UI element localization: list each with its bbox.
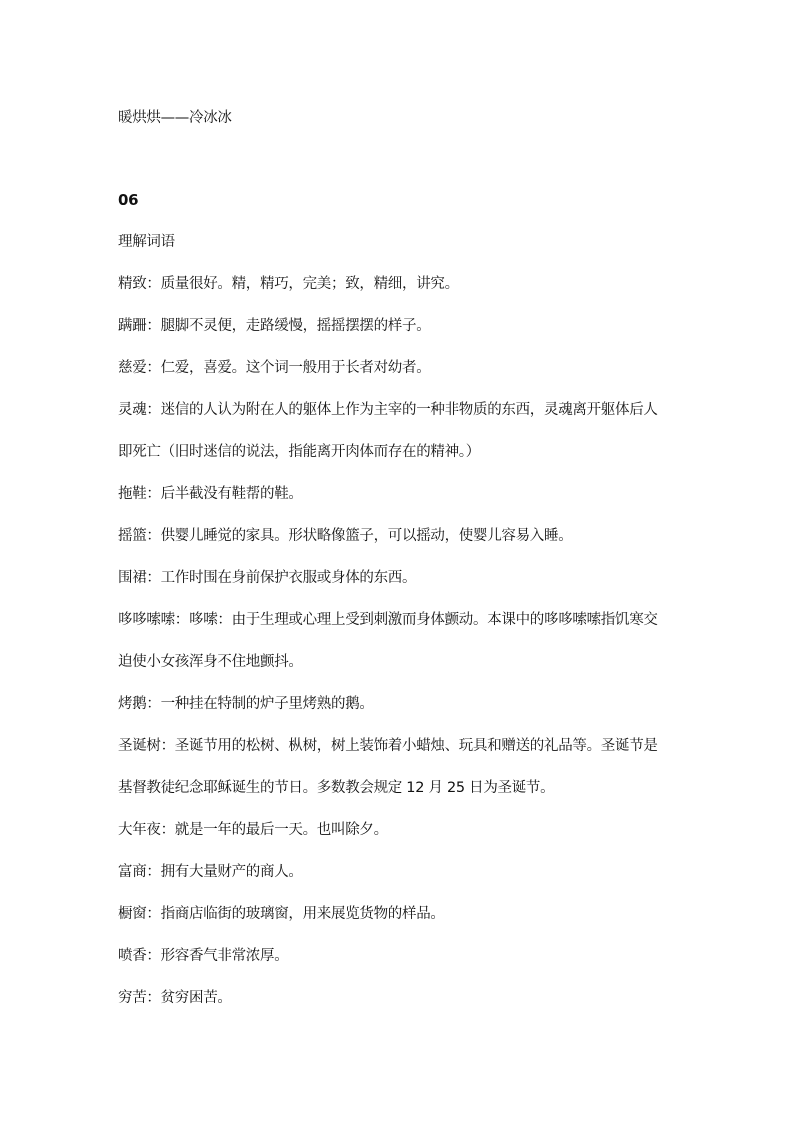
definition-line: 迫使小女孩浑身不住地颤抖。 xyxy=(118,654,303,670)
definition-line: 喷香：形容香气非常浓厚。 xyxy=(118,948,289,964)
definition-line: 围裙：工作时围在身前保护衣服或身体的东西。 xyxy=(118,570,417,586)
definition-line: 蹒跚：腿脚不灵便，走路缓慢，摇摇摆摆的样子。 xyxy=(118,318,431,334)
definition-line: 烤鹅：一种挂在特制的炉子里烤熟的鹅。 xyxy=(118,696,374,712)
definition-line: 拖鞋：后半截没有鞋帮的鞋。 xyxy=(118,486,303,502)
definition-line: 基督教徒纪念耶稣诞生的节日。多数教会规定 12 月 25 日为圣诞节。 xyxy=(118,780,555,796)
definition-line: 圣诞树：圣诞节用的松树、枞树，树上装饰着小蜡烛、玩具和赠送的礼品等。圣诞节是 xyxy=(118,738,658,754)
antonym-pair: 暖烘烘——冷冰冰 xyxy=(118,110,232,126)
section-number: 06 xyxy=(118,191,139,209)
definition-line: 慈爱：仁爱，喜爱。这个词一般用于长者对幼者。 xyxy=(118,360,431,376)
definition-line: 橱窗：指商店临街的玻璃窗，用来展览货物的样品。 xyxy=(118,906,445,922)
definition-line: 精致：质量很好。精，精巧，完美；致，精细，讲究。 xyxy=(118,276,459,292)
definition-line: 即死亡（旧时迷信的说法，指能离开肉体而存在的精神。） xyxy=(118,444,480,460)
definition-line: 富商：拥有大量财产的商人。 xyxy=(118,864,303,880)
definition-line: 大年夜：就是一年的最后一天。也叫除夕。 xyxy=(118,822,388,838)
section-title: 理解词语 xyxy=(118,234,175,250)
definition-line: 穷苦：贫穷困苦。 xyxy=(118,990,232,1006)
definition-line: 哆哆嗦嗦：哆嗦：由于生理或心理上受到刺激而身体颤动。本课中的哆哆嗦嗦指饥寒交 xyxy=(118,612,658,628)
definition-line: 灵魂：迷信的人认为附在人的躯体上作为主宰的一种非物质的东西，灵魂离开躯体后人 xyxy=(118,402,658,418)
definition-line: 摇篮：供婴儿睡觉的家具。形状略像篮子，可以摇动，使婴儿容易入睡。 xyxy=(118,528,573,544)
